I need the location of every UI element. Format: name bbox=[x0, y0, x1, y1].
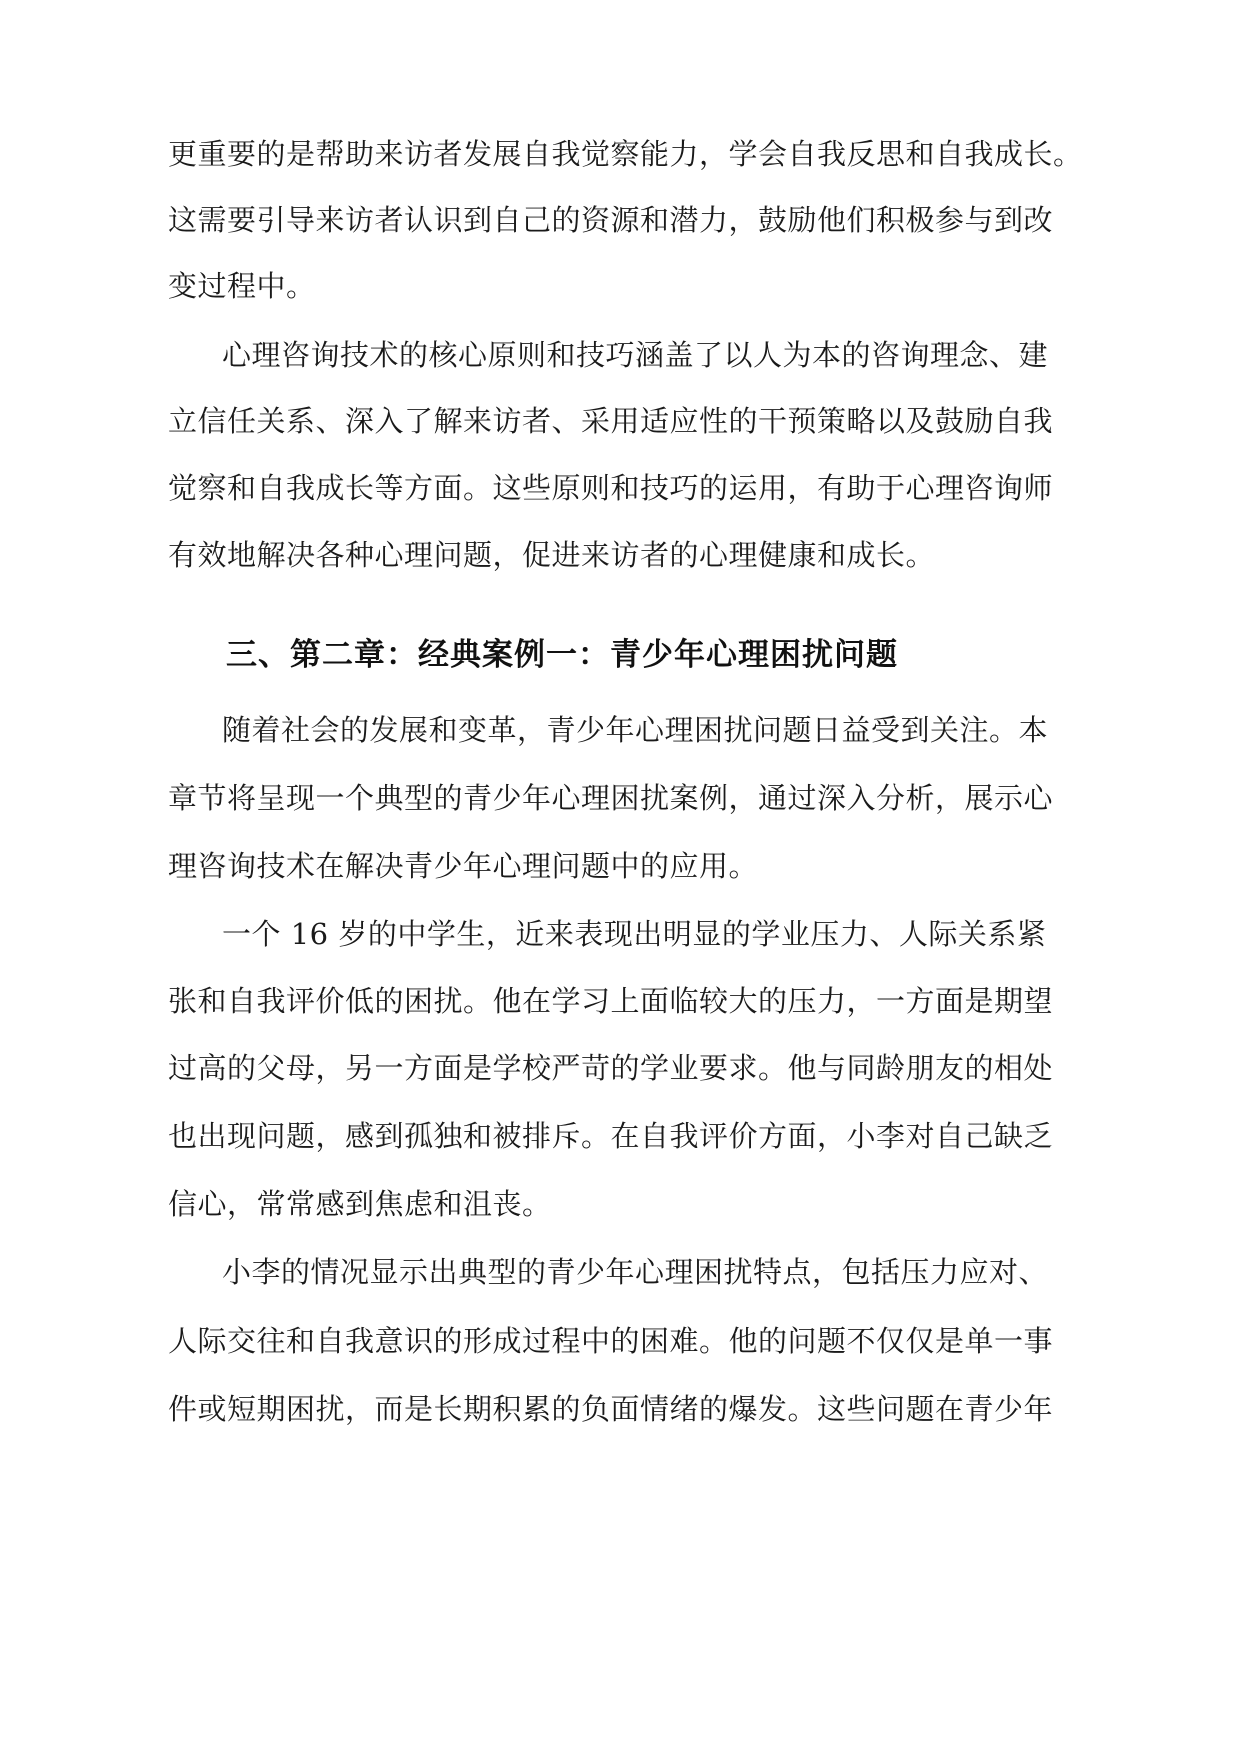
text-line: 一个 16 岁的中学生，近来表现出明显的学业压力、人际关系紧 bbox=[222, 917, 1047, 951]
text-line: 也出现问题，感到孤独和被排斥。在自我评价方面，小李对自己缺乏 bbox=[168, 1119, 1054, 1153]
text-line: 这需要引导来访者认识到自己的资源和潜力，鼓励他们积极参与到改 bbox=[168, 203, 1054, 237]
section-heading: 三、第二章：经典案例一：青少年心理困扰问题 bbox=[226, 637, 898, 673]
text-line: 章节将呈现一个典型的青少年心理困扰案例，通过深入分析，展示心 bbox=[168, 781, 1054, 815]
text-line: 觉察和自我成长等方面。这些原则和技巧的运用，有助于心理咨询师 bbox=[168, 471, 1054, 505]
text-line: 理咨询技术在解决青少年心理问题中的应用。 bbox=[168, 849, 759, 883]
text-line: 变过程中。 bbox=[168, 269, 316, 303]
text-line: 件或短期困扰，而是长期积累的负面情绪的爆发。这些问题在青少年 bbox=[168, 1392, 1054, 1426]
text-line: 人际交往和自我意识的形成过程中的困难。他的问题不仅仅是单一事 bbox=[168, 1324, 1054, 1358]
text-line: 有效地解决各种心理问题，促进来访者的心理健康和成长。 bbox=[168, 538, 936, 572]
text-line: 小李的情况显示出典型的青少年心理困扰特点，包括压力应对、 bbox=[222, 1255, 1049, 1289]
text-line: 更重要的是帮助来访者发展自我觉察能力，学会自我反思和自我成长。 bbox=[168, 137, 1083, 171]
text-line: 立信任关系、深入了解来访者、采用适应性的干预策略以及鼓励自我 bbox=[168, 404, 1054, 438]
text-line: 心理咨询技术的核心原则和技巧涵盖了以人为本的咨询理念、建 bbox=[222, 338, 1049, 372]
text-line: 信心，常常感到焦虑和沮丧。 bbox=[168, 1187, 552, 1221]
text-line: 张和自我评价低的困扰。他在学习上面临较大的压力，一方面是期望 bbox=[168, 984, 1054, 1018]
text-line: 过高的父母，另一方面是学校严苛的学业要求。他与同龄朋友的相处 bbox=[168, 1051, 1054, 1085]
text-line: 随着社会的发展和变革，青少年心理困扰问题日益受到关注。本 bbox=[222, 713, 1049, 747]
